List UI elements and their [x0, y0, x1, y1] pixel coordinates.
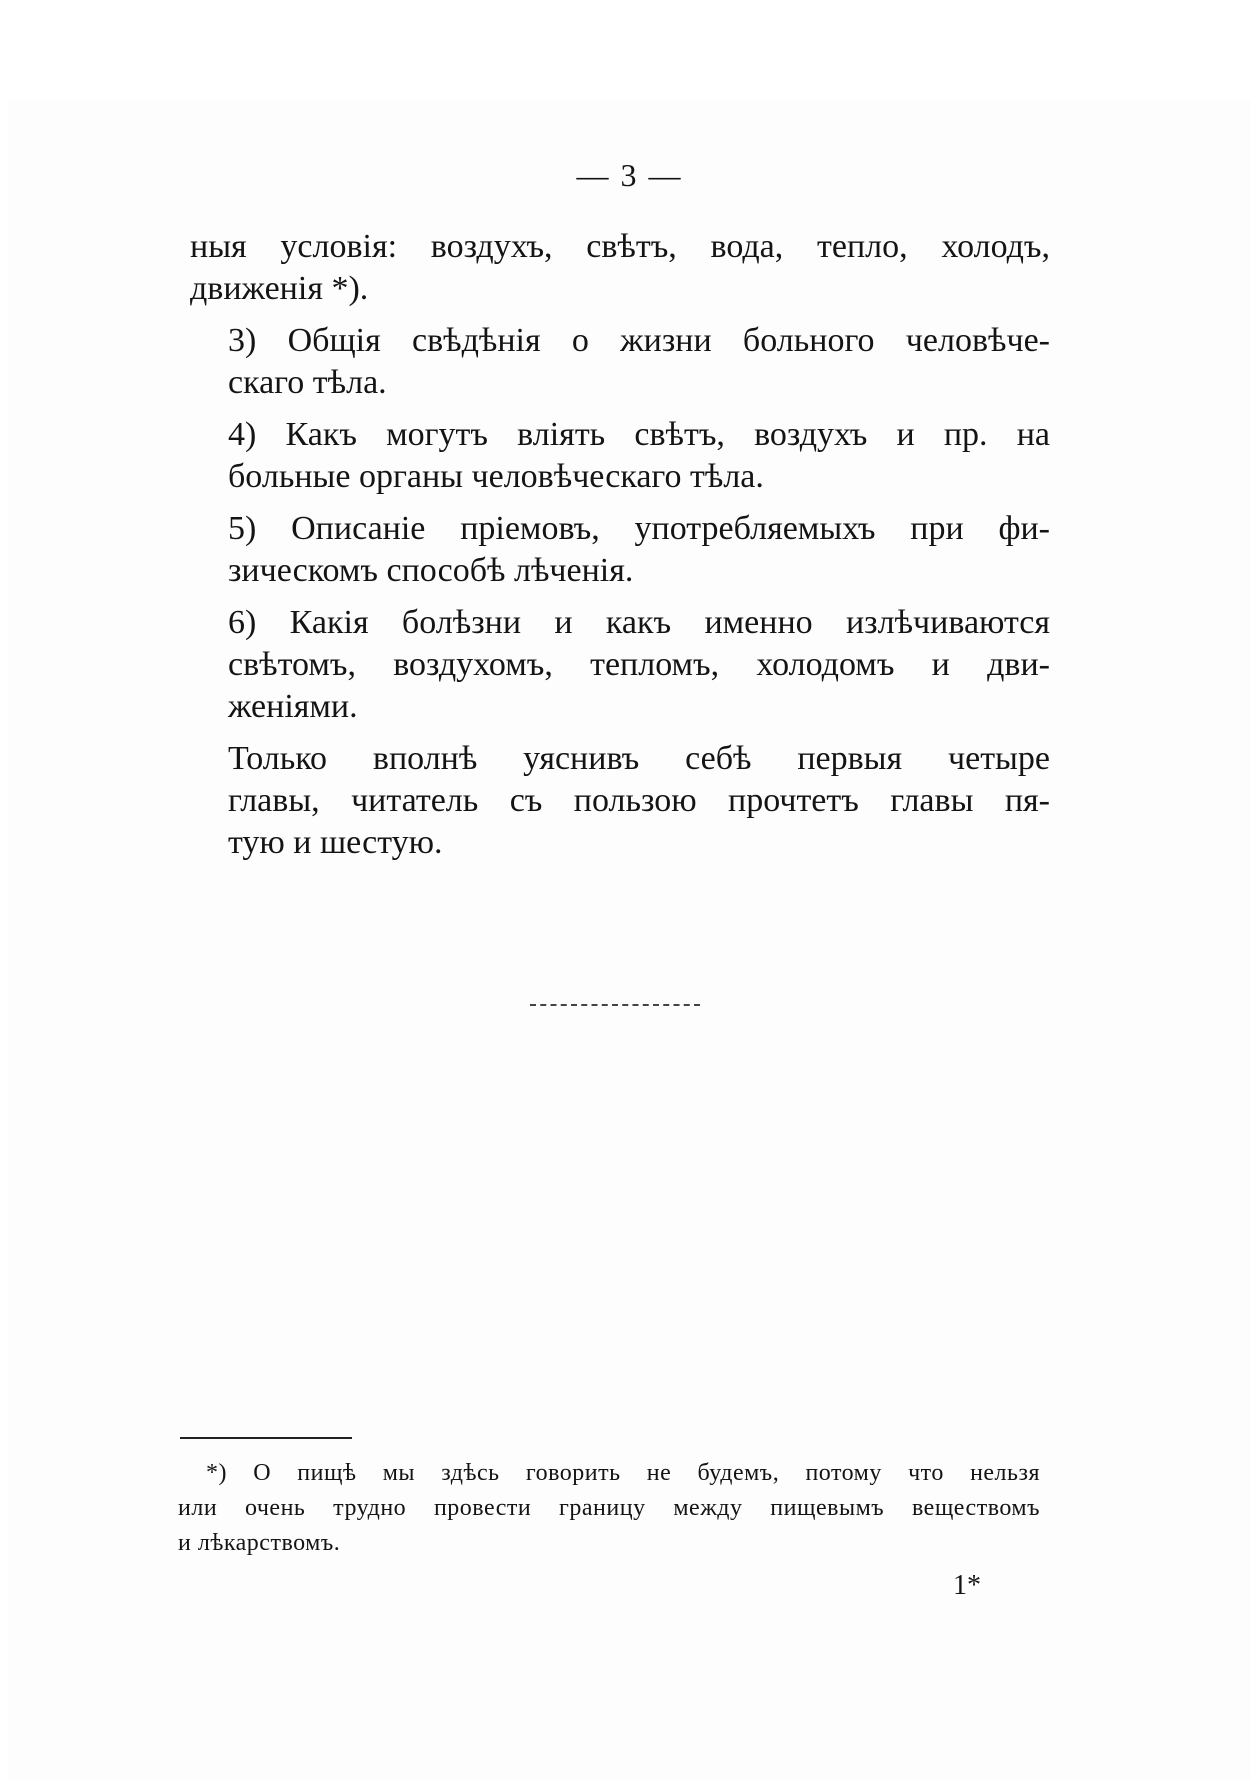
paragraph-5 — [190, 602, 1050, 728]
footnote-rule — [180, 1437, 352, 1439]
paragraph-1 — [190, 226, 1050, 310]
text-line: женiями. — [228, 688, 358, 725]
text-line: движенія *). — [190, 270, 369, 307]
footnote-line: и лѣкарствомъ. — [178, 1530, 341, 1556]
text-line: 4) Какъ могутъ влiять свѣтъ, воздухъ и пр. на — [228, 416, 1050, 453]
text-line: зическомъ способѣ лѣченiя. — [228, 552, 634, 589]
text-line: главы, читатель съ пользою прочтетъ главы пя- — [228, 782, 1050, 819]
footnote — [178, 1456, 1040, 1561]
page-number: — 3 — — [576, 157, 683, 193]
text-line: больные органы человѣческаго тѣла. — [228, 458, 764, 495]
text-line: тую и шестую. — [228, 824, 443, 861]
body-text — [190, 226, 1050, 874]
text-line: 6) Какiя болѣзни и какъ именно излѣчиваются — [228, 604, 1050, 641]
text-line: свѣтомъ, воздухомъ, тепломъ, холодомъ и дви- — [228, 646, 1050, 683]
text-line: 5) Описанiе прiемовъ, употребляемыхъ при фи- — [228, 510, 1050, 547]
text-line: Только вполнѣ уяснивъ себѣ первыя четыре — [228, 740, 1050, 777]
footnote-line: или очень трудно провести границу между пищевымъ веществомъ — [178, 1495, 1040, 1521]
section-divider — [530, 1004, 700, 1006]
paragraph-4 — [190, 508, 1050, 592]
signature-mark: 1* — [953, 1570, 981, 1601]
paragraph-2 — [190, 320, 1050, 404]
paragraph-6 — [190, 738, 1050, 864]
footnote-line: *) О пищѣ мы здѣсь говорить не будемъ, потому что нельзя — [206, 1460, 1040, 1486]
text-line: 3) Общія свѣдѣнія о жизни больного человѣче- — [228, 322, 1050, 359]
text-line: скаго тѣла. — [228, 364, 387, 401]
paragraph-3 — [190, 414, 1050, 498]
text-line: ныя условія: воздухъ, свѣтъ, вода, тепло, холодъ, — [190, 228, 1050, 265]
